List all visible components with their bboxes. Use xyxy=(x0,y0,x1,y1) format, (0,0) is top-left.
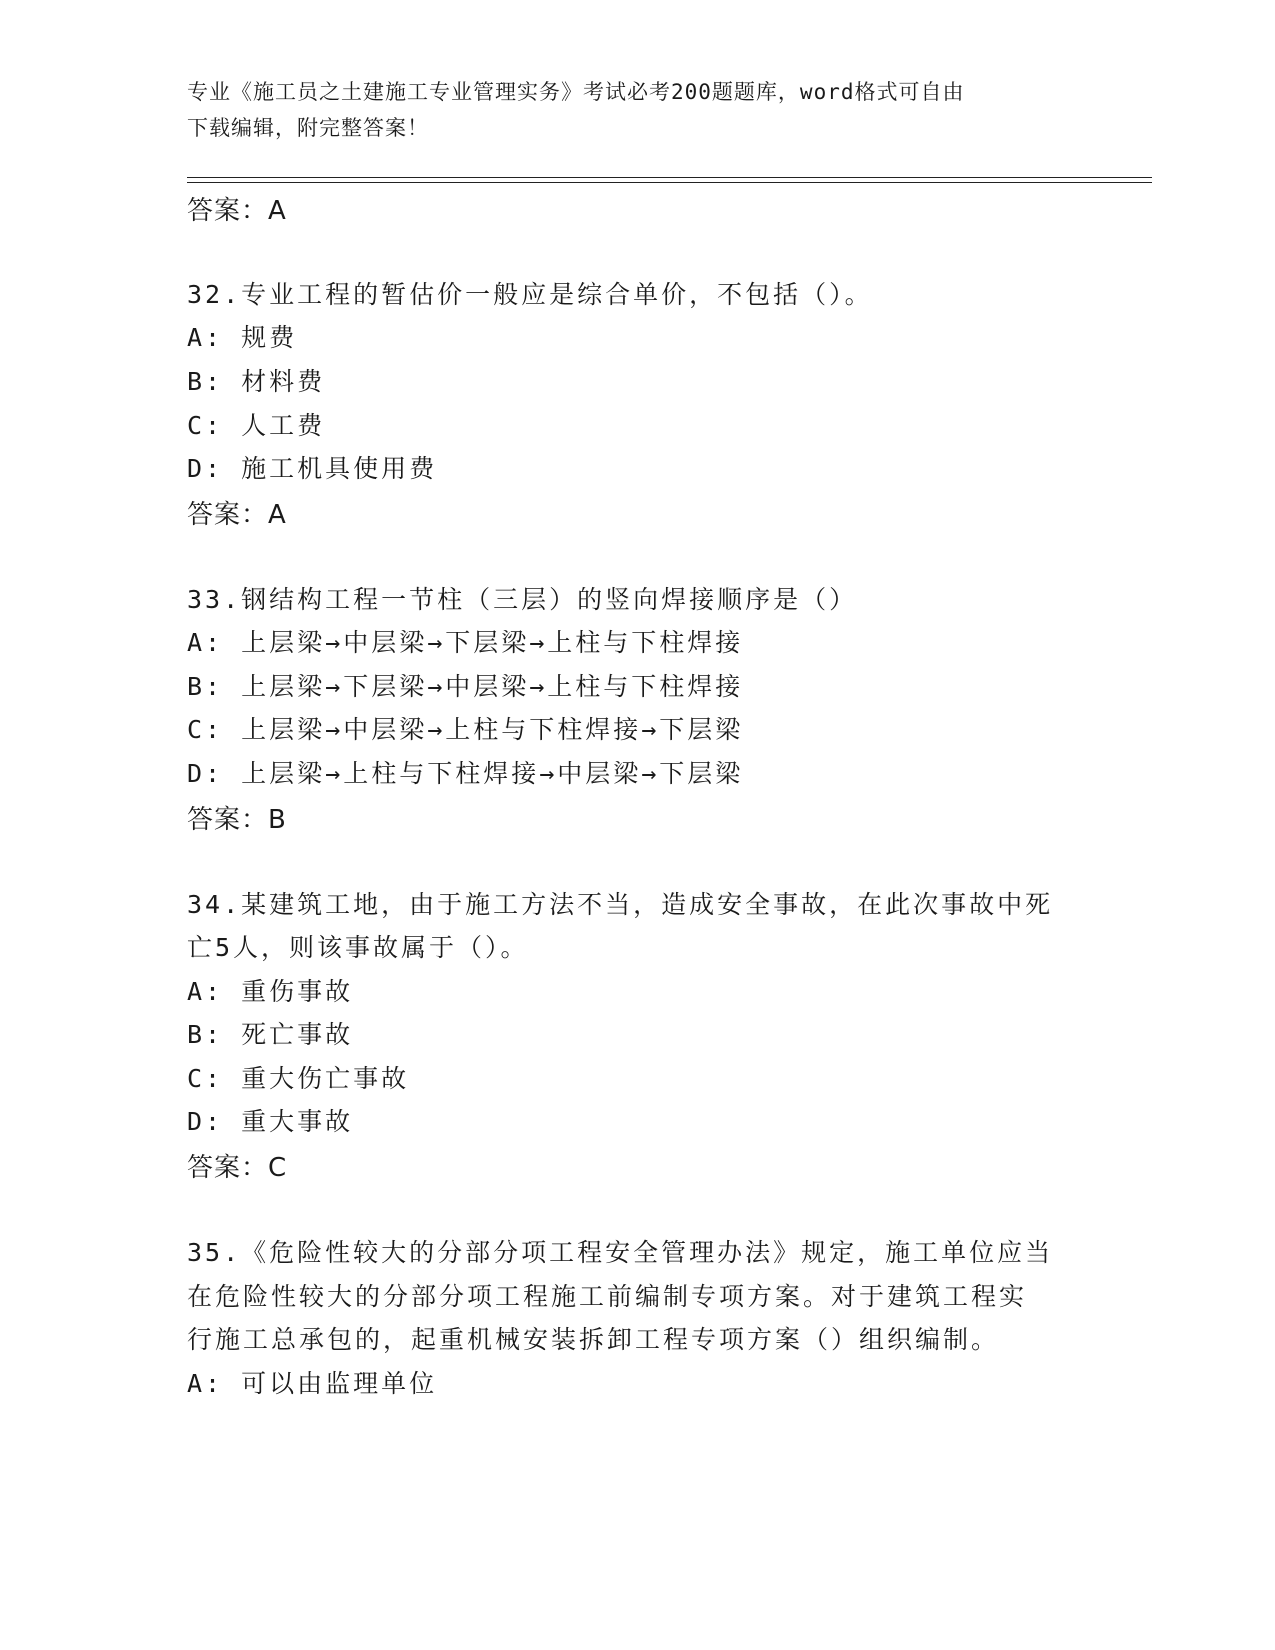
question-34-option-d: D: 重大事故 xyxy=(187,1107,354,1136)
question-33-option-b: B: 上层梁→下层梁→中层梁→上柱与下柱焊接 xyxy=(187,672,744,701)
question-35-option-a: A: 可以由监理单位 xyxy=(187,1369,438,1398)
document-header xyxy=(187,74,1067,146)
question-32-stem: 32.专业工程的暂估价一般应是综合单价，不包括（）。 xyxy=(187,280,873,309)
question-32-option-c: C: 人工费 xyxy=(187,411,326,440)
question-35-stem-line-1: 35.《危险性较大的分部分项工程安全管理办法》规定，施工单位应当 xyxy=(187,1238,1054,1267)
question-34-answer: 答案：C xyxy=(187,1153,288,1183)
header-divider-top xyxy=(187,177,1152,178)
question-35-stem-line-3: 行施工总承包的，起重机械安装拆卸工程专项方案（）组织编制。 xyxy=(187,1325,1000,1354)
question-32-option-b: B: 材料费 xyxy=(187,367,326,396)
question-34-option-b: B: 死亡事故 xyxy=(187,1020,354,1049)
question-35-stem-line-2: 在危险性较大的分部分项工程施工前编制专项方案。对于建筑工程实 xyxy=(187,1282,1028,1311)
question-33-stem: 33.钢结构工程一节柱（三层）的竖向焊接顺序是（） xyxy=(187,585,858,614)
question-33-answer: 答案：B xyxy=(187,805,287,835)
question-32-option-d: D: 施工机具使用费 xyxy=(187,454,438,483)
question-34-stem-line-2: 亡5人，则该事故属于（）。 xyxy=(187,933,529,962)
question-32-answer: 答案：A xyxy=(187,500,287,530)
question-33-option-d: D: 上层梁→上柱与下柱焊接→中层梁→下层梁 xyxy=(187,759,744,788)
question-33-option-a: A: 上层梁→中层梁→下层梁→上柱与下柱焊接 xyxy=(187,628,744,657)
question-34-option-a: A: 重伤事故 xyxy=(187,977,354,1006)
header-line-1: 专业《施工员之土建施工专业管理实务》考试必考200题题库，word格式可自由 xyxy=(187,80,965,104)
question-32-option-a: A: 规费 xyxy=(187,323,298,352)
header-line-2: 下载编辑，附完整答案！ xyxy=(187,116,429,140)
question-34-option-c: C: 重大伤亡事故 xyxy=(187,1064,410,1093)
question-33-option-c: C: 上层梁→中层梁→上柱与下柱焊接→下层梁 xyxy=(187,715,744,744)
header-divider-bottom xyxy=(187,182,1152,183)
question-34-stem-line-1: 34.某建筑工地，由于施工方法不当，造成安全事故，在此次事故中死 xyxy=(187,890,1054,919)
answer-previous: 答案：A xyxy=(187,196,287,226)
